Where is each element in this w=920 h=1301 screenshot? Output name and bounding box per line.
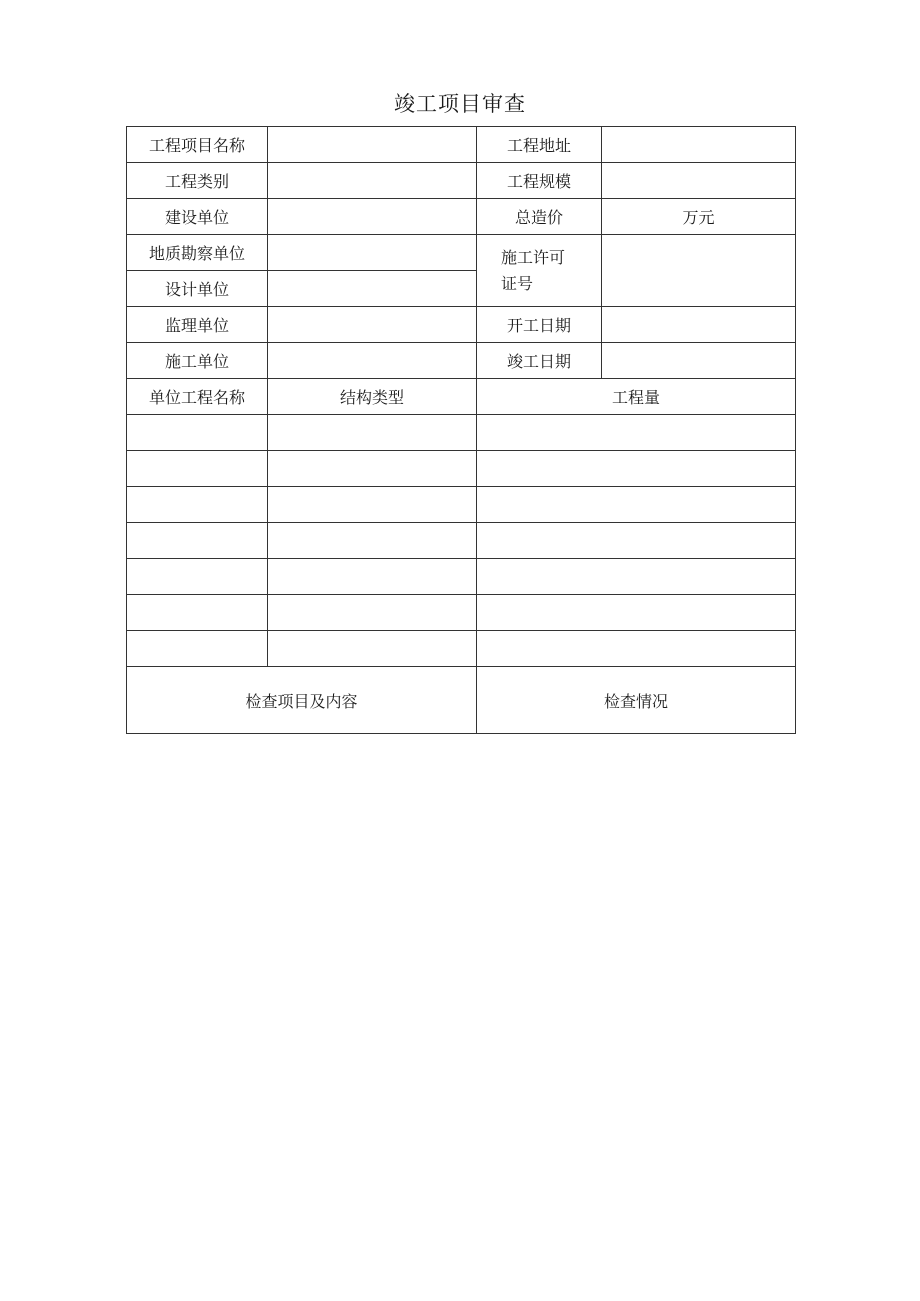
start-date-label: 开工日期	[477, 307, 602, 343]
unit-row	[127, 415, 796, 451]
structure-type-cell[interactable]	[268, 631, 477, 667]
builder-unit-field[interactable]	[268, 343, 477, 379]
row-project-category	[127, 163, 796, 199]
row-supervision-unit	[127, 307, 796, 343]
unit-row	[127, 559, 796, 595]
survey-unit-label: 地质勘察单位	[127, 235, 268, 271]
project-address-field[interactable]	[602, 127, 796, 163]
structure-type-cell[interactable]	[268, 487, 477, 523]
unit-name-cell[interactable]	[127, 631, 268, 667]
quantity-cell[interactable]	[477, 487, 796, 523]
total-cost-label: 总造价	[477, 199, 602, 235]
review-form-table	[126, 126, 796, 734]
supervision-unit-label: 监理单位	[127, 307, 268, 343]
quantity-cell[interactable]	[477, 631, 796, 667]
permit-number-field[interactable]	[602, 235, 796, 307]
construction-unit-field[interactable]	[268, 199, 477, 235]
unit-row	[127, 523, 796, 559]
unit-name-cell[interactable]	[127, 559, 268, 595]
completion-date-field[interactable]	[602, 343, 796, 379]
unit-name-cell[interactable]	[127, 451, 268, 487]
project-category-field[interactable]	[268, 163, 477, 199]
check-items-header: 检查项目及内容	[127, 667, 477, 734]
permit-label-line1: 施工许可	[501, 247, 566, 267]
structure-type-cell[interactable]	[268, 523, 477, 559]
row-builder-unit	[127, 343, 796, 379]
quantity-cell[interactable]	[477, 595, 796, 631]
structure-type-cell[interactable]	[268, 451, 477, 487]
unit-name-cell[interactable]	[127, 523, 268, 559]
supervision-unit-field[interactable]	[268, 307, 477, 343]
design-unit-label: 设计单位	[127, 271, 268, 307]
unit-row	[127, 631, 796, 667]
check-header-row	[127, 667, 796, 734]
structure-type-cell[interactable]	[268, 559, 477, 595]
survey-unit-field[interactable]	[268, 235, 477, 271]
design-unit-field[interactable]	[268, 271, 477, 307]
project-scale-field[interactable]	[602, 163, 796, 199]
completion-date-label: 竣工日期	[477, 343, 602, 379]
unit-name-cell[interactable]	[127, 487, 268, 523]
permit-number-label	[477, 235, 602, 307]
structure-type-cell[interactable]	[268, 595, 477, 631]
row-project-name	[127, 127, 796, 163]
project-name-label: 工程项目名称	[127, 127, 268, 163]
structure-type-cell[interactable]	[268, 415, 477, 451]
start-date-field[interactable]	[602, 307, 796, 343]
project-name-field[interactable]	[268, 127, 477, 163]
total-cost-field[interactable]: 万元	[602, 199, 796, 235]
check-status-header: 检查情况	[477, 667, 796, 734]
row-construction-unit	[127, 199, 796, 235]
unit-row	[127, 487, 796, 523]
project-scale-label: 工程规模	[477, 163, 602, 199]
construction-unit-label: 建设单位	[127, 199, 268, 235]
quantity-cell[interactable]	[477, 523, 796, 559]
quantity-header: 工程量	[477, 379, 796, 415]
project-address-label: 工程地址	[477, 127, 602, 163]
project-category-label: 工程类别	[127, 163, 268, 199]
page-title: 竣工项目审查	[394, 92, 526, 116]
builder-unit-label: 施工单位	[127, 343, 268, 379]
unit-name-cell[interactable]	[127, 595, 268, 631]
unit-row	[127, 595, 796, 631]
units-header-row	[127, 379, 796, 415]
unit-row	[127, 451, 796, 487]
quantity-cell[interactable]	[477, 451, 796, 487]
unit-name-header: 单位工程名称	[127, 379, 268, 415]
quantity-cell[interactable]	[477, 415, 796, 451]
permit-label-line2: 证号	[501, 273, 534, 293]
unit-name-cell[interactable]	[127, 415, 268, 451]
row-survey-unit	[127, 235, 796, 271]
quantity-cell[interactable]	[477, 559, 796, 595]
structure-type-header: 结构类型	[268, 379, 477, 415]
